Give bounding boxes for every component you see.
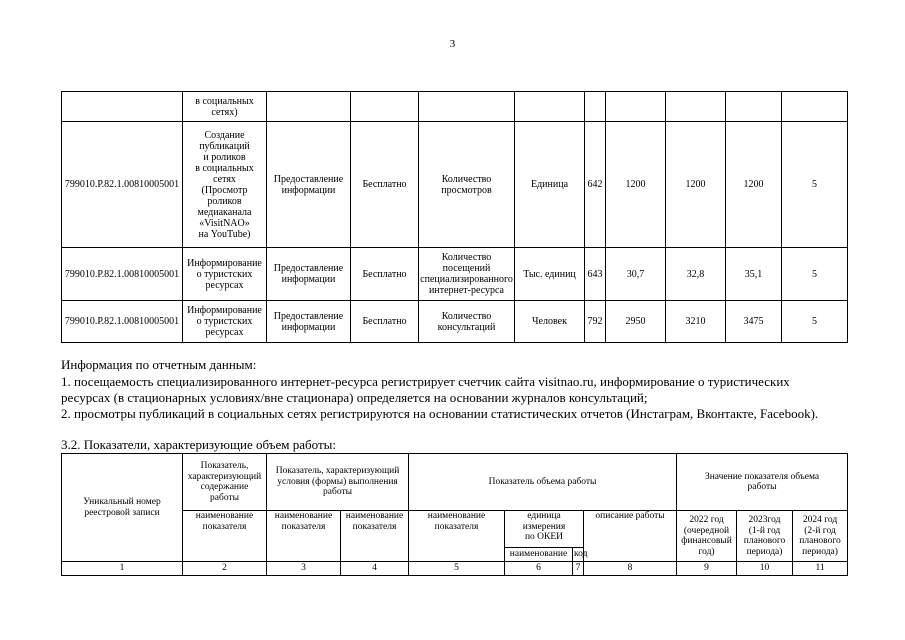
value-2022-cell: 1200 xyxy=(606,122,666,248)
indicator-cell: Количество консультаций xyxy=(419,301,515,343)
unit-code-header: код xyxy=(573,548,584,562)
value-2022-cell: 30,7 xyxy=(606,248,666,301)
column-number-row: 1 2 3 4 5 6 7 8 9 10 11 xyxy=(62,562,848,576)
table-row xyxy=(62,122,848,248)
okei-code-cell: 643 xyxy=(585,248,606,301)
work-description-header: описание работы xyxy=(584,511,677,562)
content-name-header: наименование показателя xyxy=(183,511,267,562)
condition-cell: Предоставление информации xyxy=(267,248,351,301)
work-volume-table xyxy=(61,453,848,576)
info-item-2: 2. просмотры публикаций в социальных сетях регистрируются на основании статистических отчетов (Инстаграм, Вконтакте, Facebook). xyxy=(61,406,819,421)
table-row-continued xyxy=(62,92,848,122)
okei-code-cell: 642 xyxy=(585,122,606,248)
unit-cell: Тыс. единиц xyxy=(515,248,585,301)
content-cell: Создание публикаций и роликов в социальных сетях (Просмотр роликов медиаканала «VisitNAO» на YouTube) xyxy=(183,122,267,248)
header-row-1 xyxy=(62,454,848,511)
content-indicator-header: Показатель, характеризующий содержание работы xyxy=(183,454,267,511)
unit-cell: Человек xyxy=(515,301,585,343)
volume-value-header: Значение показателя объема работы xyxy=(677,454,848,511)
unit-name-header: наименование xyxy=(505,548,573,562)
year-2022-header: 2022 год (очередной финансовый год) xyxy=(677,511,737,562)
value-2024-cell: 1200 xyxy=(726,122,782,248)
deviation-cell: 5 xyxy=(782,248,848,301)
table-row xyxy=(62,301,848,343)
content-cell: в социальных сетях) xyxy=(183,92,267,122)
year-2024-header: 2024 год (2-й год планового периода) xyxy=(793,511,848,562)
condition-name-header-2: наименование показателя xyxy=(341,511,409,562)
condition-cell: Предоставление информации xyxy=(267,122,351,248)
year-2023-header: 2023год (1-й год планового периода) xyxy=(737,511,793,562)
conditions-indicator-header: Показатель, характеризующий условия (формы) выполнения работы xyxy=(267,454,409,511)
content-cell: Информирование о туристских ресурсах xyxy=(183,248,267,301)
form-cell: Бесплатно xyxy=(351,122,419,248)
form-cell: Бесплатно xyxy=(351,248,419,301)
unit-okei-header: единица измерения по ОКЕИ xyxy=(505,511,584,548)
registry-code-cell: 799010.Р.82.1.00810005001 xyxy=(62,122,183,248)
value-2024-cell: 3475 xyxy=(726,301,782,343)
page-number: 3 xyxy=(449,38,456,50)
volume-name-header: наименование показателя xyxy=(409,511,505,562)
okei-code-cell: 792 xyxy=(585,301,606,343)
work-quality-table xyxy=(61,91,848,343)
info-heading: Информация по отчетным данным: xyxy=(61,357,257,372)
form-cell: Бесплатно xyxy=(351,301,419,343)
registry-number-header: Уникальный номер реестровой записи xyxy=(62,454,183,562)
deviation-cell: 5 xyxy=(782,122,848,248)
table-row xyxy=(62,248,848,301)
condition-cell: Предоставление информации xyxy=(267,301,351,343)
value-2023-cell: 1200 xyxy=(666,122,726,248)
deviation-cell: 5 xyxy=(782,301,848,343)
info-item-1-line-1: 1. посещаемость специализированного интернет-ресурса регистрирует счетчик сайта visitnao.ru, информирование о туристических xyxy=(61,374,790,389)
section-title: 3.2. Показатели, характеризующие объем работы: xyxy=(61,437,336,452)
value-2022-cell: 2950 xyxy=(606,301,666,343)
info-item-1-line-2: ресурсах (в стационарных условиях/вне стационара) определяется на основании журналов консультаций; xyxy=(61,390,648,405)
registry-code-cell: 799010.Р.82.1.00810005001 xyxy=(62,301,183,343)
content-cell: Информирование о туристских ресурсах xyxy=(183,301,267,343)
unit-cell: Единица xyxy=(515,122,585,248)
value-2023-cell: 3210 xyxy=(666,301,726,343)
condition-name-header: наименование показателя xyxy=(267,511,341,562)
value-2024-cell: 35,1 xyxy=(726,248,782,301)
registry-code-cell: 799010.Р.82.1.00810005001 xyxy=(62,248,183,301)
volume-indicator-header: Показатель объема работы xyxy=(409,454,677,511)
value-2023-cell: 32,8 xyxy=(666,248,726,301)
indicator-cell: Количество посещений специализированного интернет-ресурса xyxy=(419,248,515,301)
indicator-cell: Количество просмотров xyxy=(419,122,515,248)
